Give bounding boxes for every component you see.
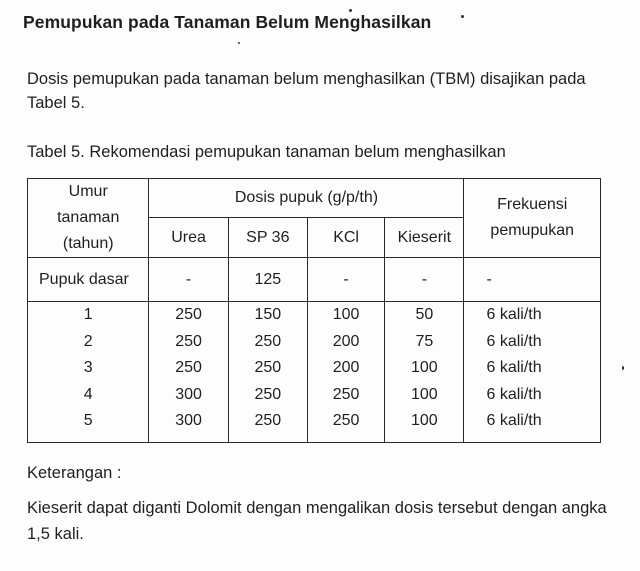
table-caption: Tabel 5. Rekomendasi pemupukan tanaman belum menghasilkan	[27, 143, 506, 161]
sp36-column	[228, 302, 307, 443]
section-heading: Pemupukan pada Tanaman Belum Menghasilkan	[23, 12, 432, 32]
header-frequency-line-2: pemupukan	[490, 222, 575, 239]
kieserit-value: 50	[415, 306, 434, 323]
table-row-base-fertilizer	[28, 258, 601, 302]
header-age-line-2: tanaman	[57, 209, 120, 226]
urea-value: 250	[175, 332, 202, 350]
scan-speck	[349, 9, 352, 12]
fertilizer-table	[27, 178, 601, 443]
frequency-value: 6 kali/th	[486, 385, 542, 403]
note-label: Keterangan :	[27, 464, 122, 482]
frequency-value: 6 kali/th	[486, 332, 542, 350]
urea-value: 250	[175, 359, 202, 376]
table-header-row	[28, 179, 601, 218]
sp36-value: 250	[254, 412, 282, 429]
base-frequency: -	[464, 258, 601, 302]
kieserit-value: 100	[411, 412, 438, 429]
frequency-value: 6 kali/th	[486, 359, 542, 376]
age-value: 1	[83, 306, 93, 323]
base-kcl: -	[307, 258, 384, 302]
frequency-value: 6 kali/th	[486, 306, 542, 323]
subheader-kieserit: Kieserit	[385, 218, 464, 258]
base-kieserit: -	[385, 258, 464, 302]
kieserit-value: 100	[411, 359, 438, 376]
frequency-value: 6 kali/th	[486, 412, 542, 429]
kcl-value: 250	[332, 412, 360, 429]
age-value: 5	[83, 412, 93, 429]
base-sp36: 125	[228, 258, 307, 302]
kieserit-value: 100	[411, 385, 438, 403]
sp36-value: 250	[254, 385, 282, 403]
header-age-line-3: (tahun)	[62, 235, 114, 252]
note-text: Kieserit dapat diganti Dolomit dengan mengalikan dosis tersebut dengan angka 1,5 kali.	[27, 499, 607, 543]
kcl-value: 200	[332, 359, 360, 376]
subheader-sp36: SP 36	[228, 218, 307, 258]
sp36-value: 250	[254, 359, 282, 376]
subheader-urea: Urea	[149, 218, 228, 258]
header-dose: Dosis pupuk (g/p/th)	[149, 179, 464, 218]
age-value: 3	[83, 359, 93, 376]
intro-paragraph: Dosis pemupukan pada tanaman belum menghasilkan (TBM) disajikan pada Tabel 5.	[27, 70, 586, 112]
kieserit-value: 75	[415, 332, 434, 350]
urea-value: 300	[175, 412, 202, 429]
kcl-value: 250	[332, 385, 360, 403]
age-column	[28, 302, 149, 443]
sp36-value: 150	[254, 306, 282, 323]
header-frequency-line-1: Frekuensi	[497, 196, 568, 213]
age-value: 4	[83, 385, 93, 403]
sp36-value: 250	[254, 332, 282, 350]
frequency-column	[464, 302, 601, 443]
kcl-value: 100	[332, 306, 360, 323]
kieserit-column	[385, 302, 464, 443]
scan-speck	[622, 366, 624, 370]
urea-column	[149, 302, 228, 443]
scan-speck	[461, 15, 464, 18]
subheader-kcl: KCl	[307, 218, 384, 258]
base-urea: -	[149, 258, 228, 302]
header-age-line-1: Umur	[68, 183, 108, 200]
urea-value: 300	[175, 385, 202, 403]
scan-speck	[238, 42, 240, 44]
urea-value: 250	[175, 306, 202, 323]
base-label: Pupuk dasar	[28, 258, 149, 302]
age-value: 2	[83, 332, 93, 350]
header-age	[28, 179, 149, 258]
kcl-value: 200	[332, 332, 360, 350]
table-row-yearly	[28, 302, 601, 443]
kcl-column	[307, 302, 384, 443]
header-frequency	[464, 179, 601, 258]
